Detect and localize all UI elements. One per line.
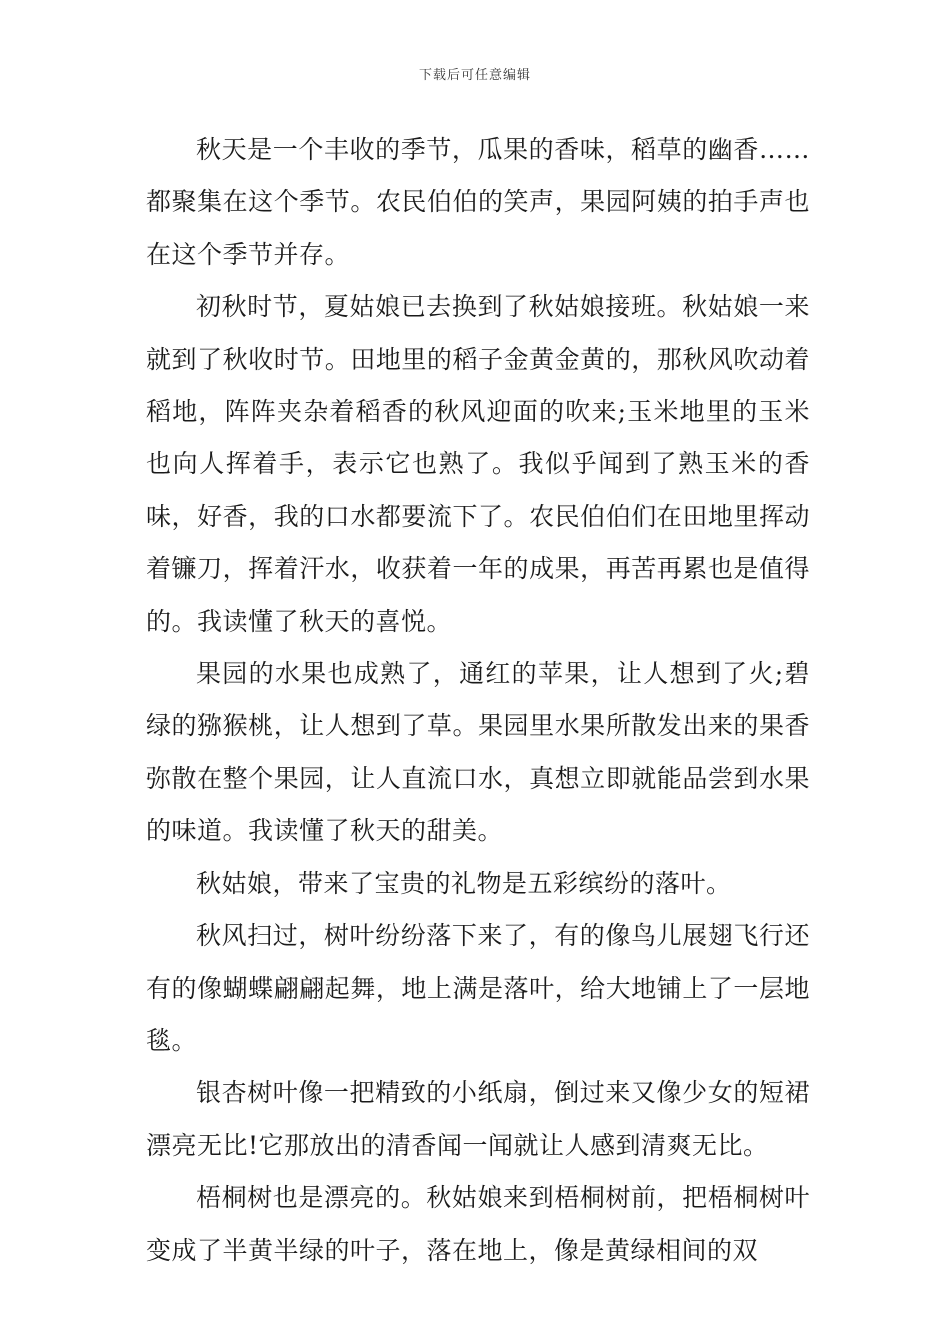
paragraph-4: 秋姑娘，带来了宝贵的礼物是五彩缤纷的落叶。 — [196, 868, 732, 898]
paragraph-3: 果园的水果也成熟了，通红的苹果，让人想到了火;碧绿的猕猴桃，让人想到了草。果园里水果所散发出来的果香弥散在整个果园，让人直流口水，真想立即就能品尝到水果的味道。我读懂了秋天的甜美。 — [146, 659, 810, 846]
paragraph-5: 秋风扫过，树叶纷纷落下来了，有的像鸟儿展翅飞行还有的像蝴蝶翩翩起舞，地上满是落叶，给大地铺上了一层地毯。 — [146, 921, 810, 1055]
paragraph-6: 银杏树叶像一把精致的小纸扇，倒过来又像少女的短裙漂亮无比!它那放出的清香闻一闻就让人感到清爽无比。 — [146, 1078, 810, 1160]
essay-body — [146, 124, 810, 1277]
paragraph-1: 秋天是一个丰收的季节，瓜果的香味，稻草的幽香……都聚集在这个季节。农民伯伯的笑声，果园阿姨的拍手声也在这个季节并存。 — [146, 135, 810, 269]
page-header: 下载后可任意编辑 — [418, 68, 531, 83]
paragraph-2: 初秋时节，夏姑娘已去换到了秋姑娘接班。秋姑娘一来就到了秋收时节。田地里的稻子金黄金黄的，那秋风吹动着稻地，阵阵夹杂着稻香的秋风迎面的吹来;玉米地里的玉米也向人挥着手，表示它也熟了。我似乎闻到了熟玉米的香味，好香，我的口水都要流下了。农民伯伯们在田地里挥动着镰刀，挥着汗水，收获着一年的成果，再苦再累也是值得的。我读懂了秋天的喜悦。 — [146, 292, 810, 636]
paragraph-7: 梧桐树也是漂亮的。秋姑娘来到梧桐树前，把梧桐树叶变成了半黄半绿的叶子，落在地上，像是黄绿相间的双 — [146, 1183, 810, 1265]
